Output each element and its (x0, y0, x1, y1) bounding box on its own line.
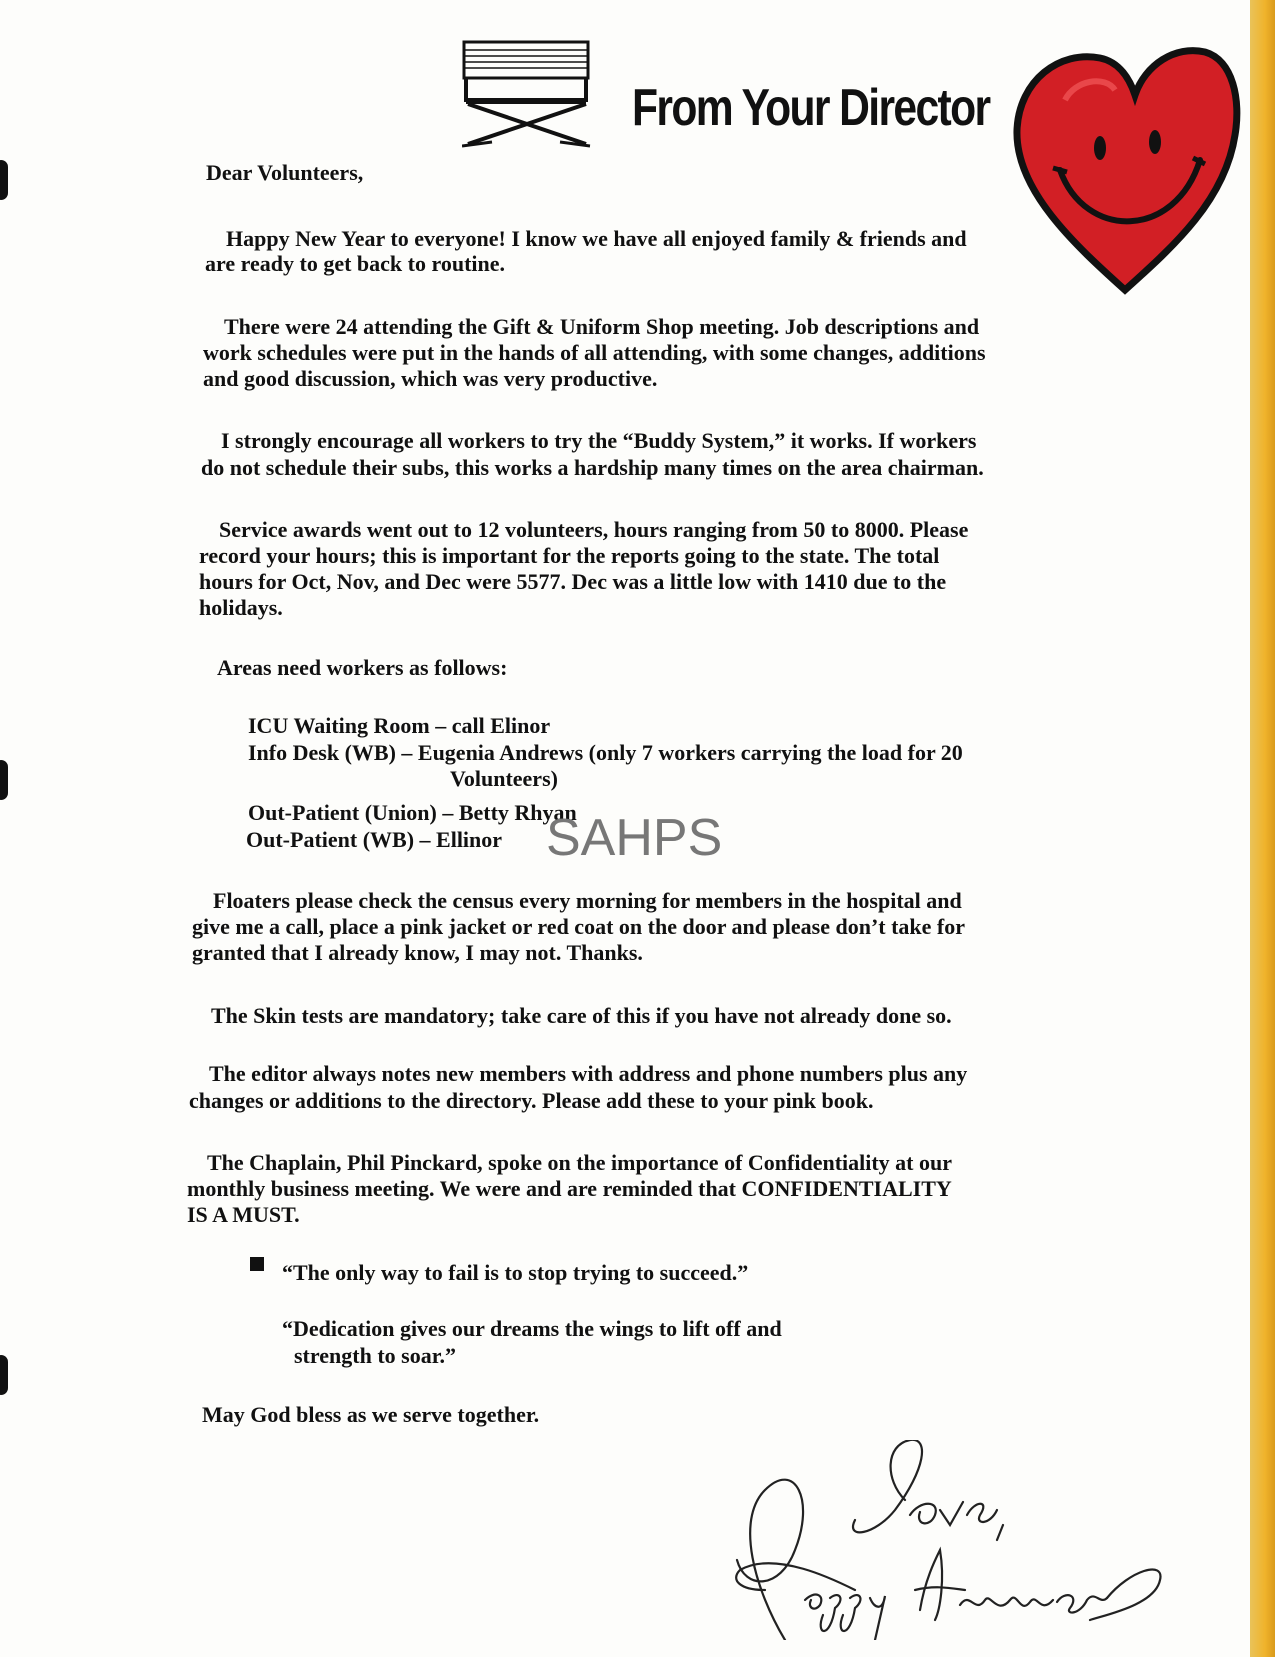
paragraph-line: Floaters please check the census every morning for members in the hospital and (213, 888, 962, 913)
paragraph-line: monthly business meeting. We were and are reminded that CONFIDENTIALITY (187, 1176, 952, 1201)
paragraph-line: The Skin tests are mandatory; take care of this if you have not already done so. (211, 1003, 952, 1028)
paragraph-line: holidays. (199, 595, 283, 620)
paragraph-line: IS A MUST. (187, 1202, 300, 1227)
paragraph-line: hours for Oct, Nov, and Dec were 5577. Dec was a little low with 1410 due to the (199, 569, 947, 594)
area-item: Volunteers) (450, 766, 558, 791)
signature (735, 1440, 1165, 1640)
folder-edge (1250, 0, 1275, 1657)
paragraph-line: I strongly encourage all workers to try the “Buddy System,” it works. If workers (221, 428, 977, 453)
watermark: SAHPS (546, 809, 723, 867)
area-item: Out-Patient (WB) – Ellinor (246, 827, 503, 852)
directors-chair-icon (462, 40, 592, 150)
area-item: Info Desk (WB) – Eugenia Andrews (only 7 workers carrying the load for 20 (248, 740, 963, 765)
paragraph-line: granted that I already know, I may not. Thanks. (192, 940, 643, 965)
punch-hole (0, 1355, 8, 1395)
paragraph-line: There were 24 attending the Gift & Uniform Shop meeting. Job descriptions and (224, 314, 980, 339)
closing: May God bless as we serve together. (202, 1402, 540, 1427)
paragraph-line: record your hours; this is important for the reports going to the state. The total (199, 543, 940, 568)
quote: “The only way to fail is to stop trying to succeed.” (282, 1260, 749, 1285)
paragraph-line: Service awards went out to 12 volunteers, hours ranging from 50 to 8000. Please (219, 517, 969, 542)
quote: strength to soar.” (294, 1343, 456, 1368)
paragraph-line: do not schedule their subs, this works a hardship many times on the area chairman. (201, 455, 984, 480)
punch-hole (0, 760, 8, 800)
paragraph-line: give me a call, place a pink jacket or red coat on the door and please don’t take for (192, 914, 966, 939)
punch-hole (0, 160, 8, 200)
areas-intro: Areas need workers as follows: (217, 655, 508, 680)
area-item: ICU Waiting Room – call Elinor (248, 713, 551, 738)
quote: “Dedication gives our dreams the wings to lift off and (282, 1316, 782, 1341)
paragraph-line: are ready to get back to routine. (205, 251, 506, 276)
paragraph-line: Happy New Year to everyone! I know we have all enjoyed family & friends and (226, 226, 967, 251)
salutation: Dear Volunteers, (206, 160, 364, 185)
area-item: Out-Patient (Union) – Betty Rhyan (248, 800, 577, 825)
paragraph-line: The Chaplain, Phil Pinckard, spoke on the importance of Confidentiality at our (207, 1150, 953, 1175)
paragraph-line: changes or additions to the directory. Please add these to your pink book. (189, 1088, 874, 1113)
smiley-heart-icon (1005, 40, 1245, 300)
page-title: From Your Director (632, 79, 990, 137)
bullet-square-icon (250, 1257, 264, 1271)
paragraph-line: work schedules were put in the hands of all attending, with some changes, additions (203, 340, 986, 365)
paragraph-line: and good discussion, which was very productive. (203, 366, 658, 391)
paragraph-line: The editor always notes new members with address and phone numbers plus any (209, 1061, 968, 1086)
